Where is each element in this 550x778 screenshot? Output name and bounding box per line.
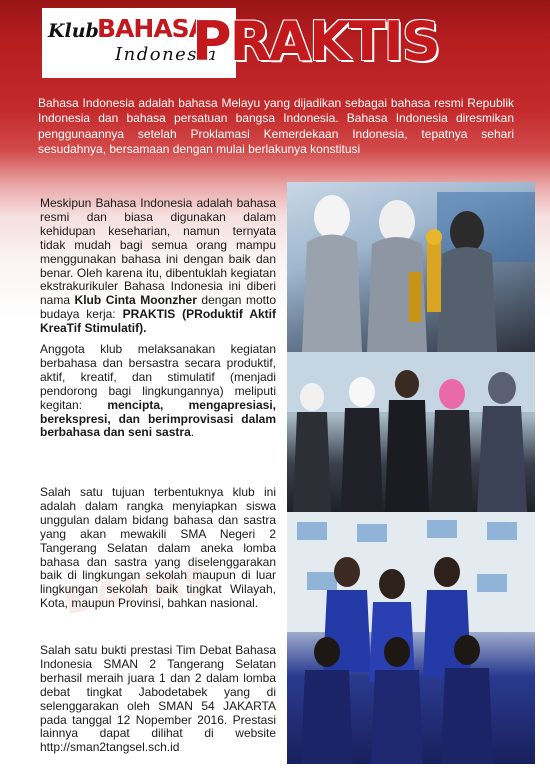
logo-bahasa-text: BAHASA xyxy=(97,14,208,43)
paragraph-tujuan: Salah satu tujuan terbentuknya klub ini adalah dalam rangka menyiapkan siswa unggulan dalam bidang bahasa dan sastra yang akan mewakili SMA Negeri 2 Tangerang Selatan dalam aneka lomba bahasa dan sastra yang diselenggarakan baik di lingkungan sekolah maupun di luar lingkungan sekolah baik tingkat Wilayah, Kota, maupun Provinsi, bahkan nasional. xyxy=(40,485,276,611)
intro-paragraph: Bahasa Indonesia adalah bahasa Melayu yang dijadikan sebagai bahasa resmi Republik Indonesia dan bahasa persatuan bangsa Indonesia. Bahasa Indonesia diresmikan penggunaannya setelah Proklamasi Kemerdekaan Indonesia, tepatnya sehari sesudahnya, bersamaan dengan mulai berlakunya konstitusi xyxy=(38,96,514,157)
paragraph-1-mid: dengan motto budaya kerja: xyxy=(40,293,276,322)
logo-klub-text: Klub xyxy=(48,20,99,42)
activities-bold: mencipta, mengapresiasi, berekspresi, dan berimprovisasi dalam berbahasa dan seni sastra xyxy=(40,397,276,440)
page-title: PRAKTIS xyxy=(192,10,439,73)
paragraph-anggota xyxy=(40,343,276,440)
paragraph-2-text: Anggota klub melaksanakan kegiatan berbahasa dan bersastra secara produktif, aktif, kreatif, dan stimulatif (menjadi pendorong bagi lingkungannya) meliputi kegitan: xyxy=(40,342,276,412)
photo-team-posing-image xyxy=(287,352,535,512)
motto: PRAKTIS (PRoduktif Aktif KreaTif Stimulatif). xyxy=(40,307,276,336)
photo-debate-team-image xyxy=(287,512,535,764)
photo-debate-team xyxy=(287,512,535,764)
photo-collage xyxy=(287,182,535,764)
photo-team-posing xyxy=(287,352,535,512)
club-name: Klub Cinta Moonzher xyxy=(74,293,197,308)
photo-trophy-group-image xyxy=(287,182,535,352)
logo-indonesia-text: Indonesia xyxy=(115,44,218,65)
photo-trophy-group xyxy=(287,182,535,352)
paragraph-prestasi: Salah satu bukti prestasi Tim Debat Bahasa Indonesia SMAN 2 Tangerang Selatan berhasil meraih juara 1 dan 2 dalam lomba debat tingkat Jabodetabek yang di selenggarakan oleh SMAN 54 JAKARTA pada tanggal 12 Nopember 2016. Prestasi lainnya dapat dilihat di website http://sman2tangsel.sch.id xyxy=(40,643,276,755)
paragraph-meskipun xyxy=(40,197,276,336)
paragraph-2-end: . xyxy=(190,425,195,440)
svg-text:BAHASA: BAHASA xyxy=(61,554,219,623)
paragraph-1-text: Meskipun Bahasa Indonesia adalah bahasa resmi dan biasa digunakan dalam kehidupan keseharian, namun ternyata tidak mudah bagi semua orang mampu menggunakan bahasa ini dengan baik dan benar. Oleh karena itu, dibentuklah kegiatan ekstrakurikuler Bahasa Indonesia ini diberi nama xyxy=(40,196,276,308)
